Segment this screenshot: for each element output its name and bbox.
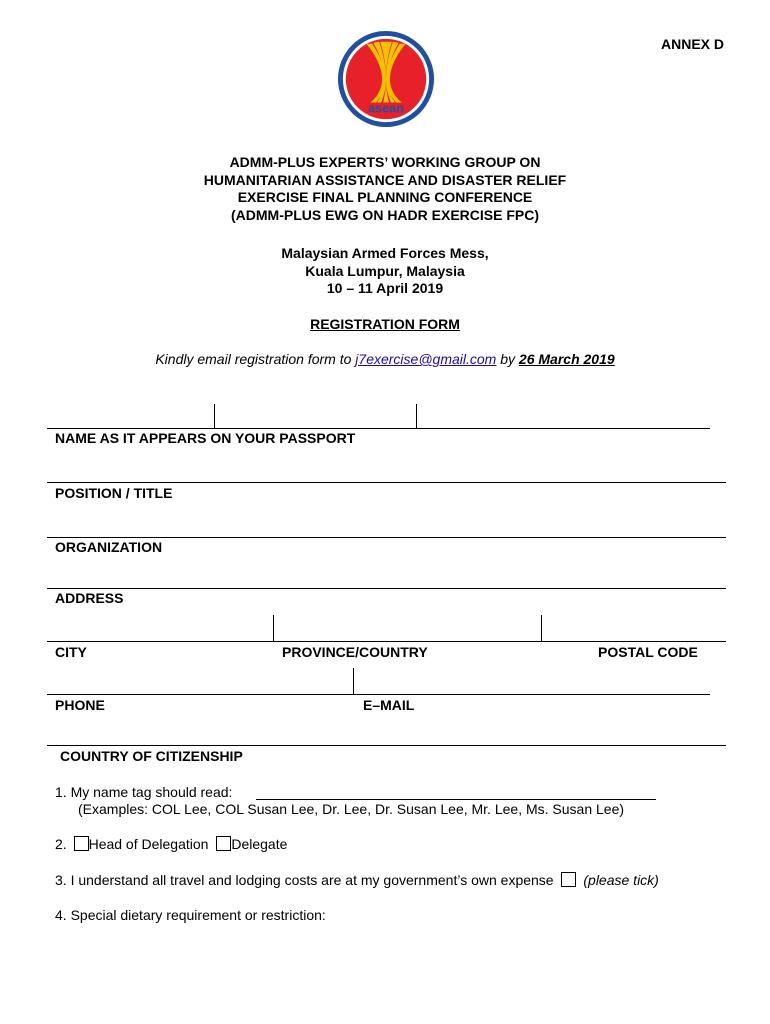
venue-line: Kuala Lumpur, Malaysia <box>305 262 465 279</box>
email-link[interactable]: j7exercise@gmail.com <box>355 351 497 367</box>
nametag-examples: (Examples: COL Lee, COL Susan Lee, Dr. Lee, Dr. Susan Lee, Mr. Lee, Ms. Susan Lee) <box>78 801 625 817</box>
city-divider <box>273 615 274 641</box>
asean-logo-text: asean <box>367 100 405 116</box>
role-row <box>55 836 287 852</box>
position-line[interactable] <box>47 482 726 483</box>
dietary-label: 4. Special dietary requirement or restriction: <box>55 907 326 923</box>
phone-divider <box>353 668 354 694</box>
name-label: NAME AS IT APPEARS ON YOUR PASSPORT <box>55 430 356 446</box>
city-label: CITY <box>55 644 87 660</box>
role-number: 2. <box>55 836 67 852</box>
title-line: ADMM-PLUS EXPERTS’ WORKING GROUP ON <box>229 154 541 170</box>
venue-block <box>0 245 770 298</box>
name-divider <box>214 404 215 428</box>
city-line[interactable] <box>47 641 726 642</box>
phone-label: PHONE <box>55 697 105 713</box>
organization-label: ORGANIZATION <box>55 539 163 555</box>
head-of-delegation-label: Head of Delegation <box>88 836 209 852</box>
nametag-label: 1. My name tag should read: <box>55 784 233 800</box>
please-tick-note: (please tick) <box>583 872 659 888</box>
nametag-input-line[interactable] <box>256 799 656 800</box>
deadline-date: 26 March 2019 <box>518 351 615 367</box>
address-label: ADDRESS <box>55 590 124 606</box>
form-title: REGISTRATION FORM <box>310 316 460 332</box>
email-label: E–MAIL <box>363 697 415 713</box>
expense-label: 3. I understand all travel and lodging costs are at my government’s own expense <box>55 872 554 888</box>
delegate-label: Delegate <box>231 836 288 852</box>
organization-line[interactable] <box>47 537 726 538</box>
annex-label: ANNEX D <box>660 36 724 52</box>
name-divider <box>416 404 417 428</box>
postal-divider <box>541 615 542 641</box>
title-line: (ADMM-PLUS EWG ON HADR EXERCISE FPC) <box>231 206 539 223</box>
expense-row <box>55 872 659 888</box>
citizenship-label: COUNTRY OF CITIZENSHIP <box>60 748 243 764</box>
venue-line: Malaysian Armed Forces Mess, <box>281 245 489 261</box>
head-of-delegation-checkbox[interactable] <box>74 836 89 851</box>
name-line[interactable] <box>47 428 710 429</box>
venue-line: 10 – 11 April 2019 <box>326 280 444 296</box>
province-label: PROVINCE/COUNTRY <box>282 644 428 660</box>
position-label: POSITION / TITLE <box>55 485 173 501</box>
expense-checkbox[interactable] <box>561 872 576 887</box>
citizenship-line[interactable] <box>47 745 726 746</box>
conference-title <box>0 154 770 224</box>
instruction-text: Kindly email registration form to j7exercise@gmail.com by 26 March 2019 <box>155 351 615 367</box>
title-line: HUMANITARIAN ASSISTANCE AND DISASTER RELIEF <box>203 171 567 188</box>
delegate-checkbox[interactable] <box>216 836 231 851</box>
phone-line[interactable] <box>47 694 710 695</box>
address-line[interactable] <box>47 588 726 589</box>
postal-code-label: POSTAL CODE <box>598 644 698 660</box>
asean-logo <box>337 30 435 128</box>
title-line: EXERCISE FINAL PLANNING CONFERENCE <box>237 189 533 205</box>
